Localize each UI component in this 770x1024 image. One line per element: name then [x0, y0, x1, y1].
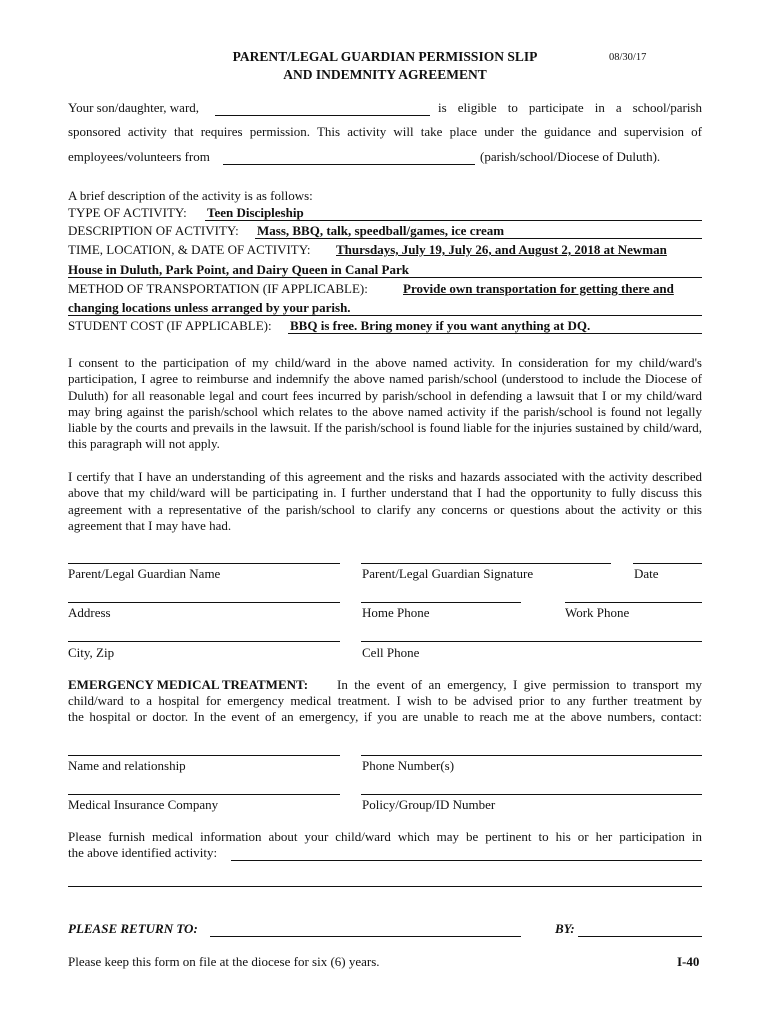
city-zip-line[interactable] [68, 641, 340, 642]
medical-info-line1: Please furnish medical information about your child/ward which may be pertinent to his or her participation in [68, 829, 702, 844]
guardian-name-line[interactable] [68, 563, 340, 564]
intro-line2: sponsored activity that requires permission. This activity will take place under the guidance and supervision of [68, 124, 702, 139]
medical-info-extra-line[interactable] [68, 886, 702, 887]
intro-line3-tail: (parish/school/Diocese of Duluth). [480, 149, 661, 164]
consent-paragraph: I consent to the participation of my child/ward in the above named activity. In consideration for my child/ward's participation, I agree to reimburse and indemnify the above named parish/school (understood to include the Diocese of Duluth) for all reasonable legal and court fees incurred by parish/school in defending a lawsuit that I or my child/ward may bring against the parish/school which relates to the above named activity if the parish/school is found not legally liable by the courts and prevails in the lawsuit. If the parish/school is found liable for the injuries sustained by child/ward, this paragraph will not apply. [68, 355, 702, 452]
return-to-label: PLEASE RETURN TO: [68, 921, 198, 936]
insurance-line[interactable] [68, 794, 340, 795]
by-label: BY: [555, 921, 575, 936]
insurance-caption: Medical Insurance Company [68, 797, 219, 812]
date-line[interactable] [633, 563, 702, 564]
student-name-field[interactable] [215, 99, 430, 116]
activity-type-label: TYPE OF ACTIVITY: [68, 205, 187, 220]
address-line[interactable] [68, 602, 340, 603]
transport-label: METHOD OF TRANSPORTATION (IF APPLICABLE): [68, 281, 368, 296]
home-phone-caption: Home Phone [362, 605, 430, 620]
keep-on-file-note: Please keep this form on file at the diocese for six (6) years. [68, 954, 380, 969]
medical-info-field[interactable] [231, 844, 702, 861]
form-id: I-40 [677, 954, 700, 969]
emergency-name-line[interactable] [68, 755, 340, 756]
parish-name-field[interactable] [223, 148, 475, 165]
guardian-name-caption: Parent/Legal Guardian Name [68, 566, 221, 581]
activity-heading: A brief description of the activity is as follows: [68, 188, 313, 203]
phone-numbers-caption: Phone Number(s) [362, 758, 455, 773]
cell-phone-line[interactable] [361, 641, 702, 642]
home-phone-line[interactable] [361, 602, 521, 603]
guardian-signature-caption: Parent/Legal Guardian Signature [362, 566, 534, 581]
emergency-text-3: the hospital or doctor. In the event of an emergency, if you are unable to reach me at the above numbers, contact: [68, 709, 702, 724]
intro-line1-label: Your son/daughter, ward, [68, 100, 200, 115]
activity-type-value: Teen Discipleship [207, 205, 304, 220]
cost-value: BBQ is free. Bring money if you want anything at DQ. [290, 318, 591, 333]
emergency-text-2: child/ward to a hospital for emergency medical treatment. I wish to be advised prior to any further treatment by [68, 693, 702, 708]
guardian-signature-line[interactable] [361, 563, 611, 564]
transport-value-1: Provide own transportation for getting there and [403, 281, 674, 296]
medical-info-line2: the above identified activity: [68, 845, 218, 860]
emergency-phone-line[interactable] [361, 755, 702, 756]
return-to-field[interactable] [210, 920, 521, 937]
intro-line1-tail: is eligible to participate in a school/parish [438, 100, 702, 115]
emergency-heading: EMERGENCY MEDICAL TREATMENT: [68, 677, 309, 692]
transport-value-2: changing locations unless arranged by your parish. [68, 300, 351, 315]
form-title-line1: PARENT/LEGAL GUARDIAN PERMISSION SLIP [232, 49, 538, 64]
activity-description-label: DESCRIPTION OF ACTIVITY: [68, 223, 239, 238]
activity-time-label: TIME, LOCATION, & DATE OF ACTIVITY: [68, 242, 311, 257]
activity-time-value-1: Thursdays, July 19, July 26, and August 2, 2018 at Newman [336, 242, 667, 257]
city-zip-caption: City, Zip [68, 645, 115, 660]
intro-line3-label: employees/volunteers from [68, 149, 210, 164]
name-relationship-caption: Name and relationship [68, 758, 186, 773]
activity-time-value-2: House in Duluth, Park Point, and Dairy Queen in Canal Park [68, 262, 409, 277]
certify-paragraph: I certify that I have an understanding of this agreement and the risks and hazards associated with the activity described above that my child/ward will be participating in. I further understand that I had the opportunity to fully discuss this agreement with a representative of the parish/school to clarify any concerns or questions about the activity or this agreement that I may have had. [68, 469, 702, 533]
policy-line[interactable] [361, 794, 702, 795]
form-title-line2: AND INDEMNITY AGREEMENT [283, 67, 487, 82]
emergency-text-1: In the event of an emergency, I give permission to transport my [337, 677, 702, 692]
work-phone-caption: Work Phone [565, 605, 630, 620]
activity-description-value: Mass, BBQ, talk, speedball/games, ice cream [257, 223, 505, 238]
form-revision-date: 08/30/17 [609, 52, 647, 63]
date-caption: Date [634, 566, 659, 581]
work-phone-line[interactable] [565, 602, 702, 603]
cell-phone-caption: Cell Phone [362, 645, 420, 660]
cost-label: STUDENT COST (IF APPLICABLE): [68, 318, 272, 333]
address-caption: Address [68, 605, 111, 620]
policy-caption: Policy/Group/ID Number [362, 797, 496, 812]
by-field[interactable] [578, 920, 702, 937]
